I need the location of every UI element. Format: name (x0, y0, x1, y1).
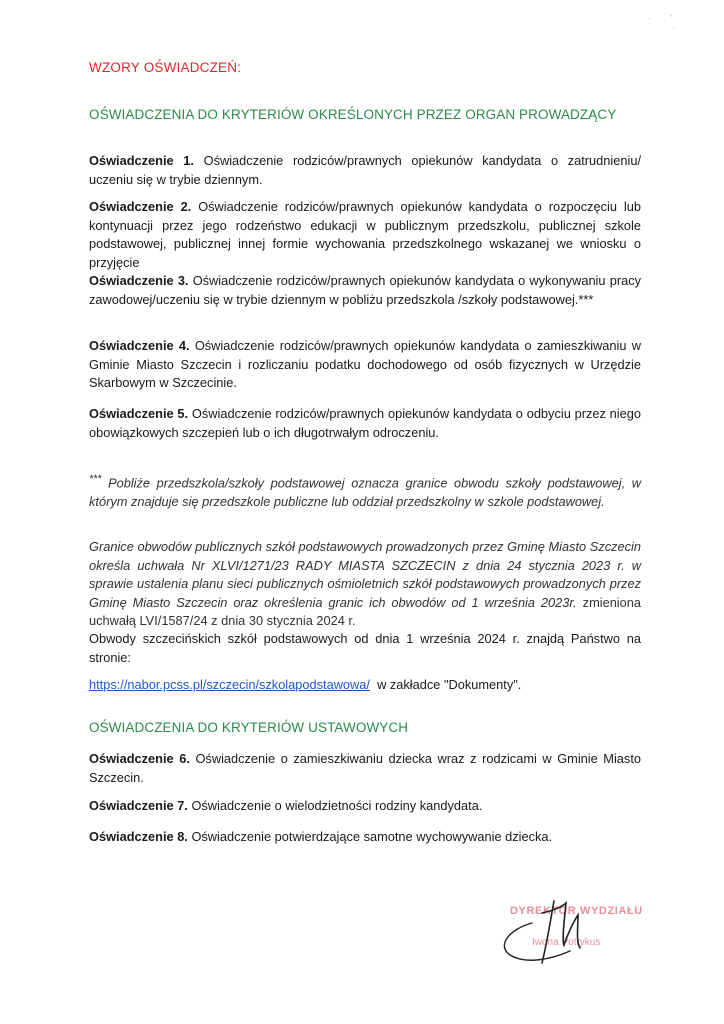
statement-8 (89, 828, 641, 847)
statement-6 (89, 750, 641, 787)
statement-6-label: Oświadczenie 6. (89, 751, 190, 766)
footnote-marker: *** (89, 473, 102, 485)
statement-3 (89, 272, 641, 309)
main-heading: WZORY OŚWIADCZEŃ: (89, 60, 242, 75)
statement-8-label: Oświadczenie 8. (89, 829, 188, 844)
statement-1-label: Oświadczenie 1. (89, 153, 194, 168)
statement-5-text: Oświadczenie rodziców/prawnych opiekunów kandydata o odbyciu przez niego obowiązkowych szczepień lub o ich długotrwałym odroczeniu. (89, 406, 641, 440)
statement-2-text: Oświadczenie rodziców/prawnych opiekunów kandydata o rozpoczęciu lub kontynuacji przez jego rodzeństwo edukacji w publicznym przedszkolu, publicznej szkole podstawowej, publicznej innej formie wychowania przedszkolnego wskazanej we wniosku o przyjęcie (89, 199, 641, 270)
statement-1 (89, 152, 641, 189)
section-2-title: OŚWIADCZENIA DO KRYTERIÓW USTAWOWYCH (89, 720, 409, 735)
boundaries-note-text: Granice obwodów publicznych szkół podstawowych prowadzonych przez Gminę Miasto Szczecin określa uchwała Nr XLVI/1271/23 RADY MIASTA SZCZECIN z dnia 24 stycznia 2023 r. w sprawie ustalenia planu sieci publicznych ośmioletnich szkół podstawowych prowadzonych przez Gminę Miasto Szczecin oraz określenia granic ich obwodów od 1 września 2023r. (89, 539, 641, 610)
statement-4-text: Oświadczenie rodziców/prawnych opiekunów kandydata o zamieszkiwaniu w Gminie Miasto Szczecin i rozliczaniu podatku dochodowego od osób fizycznych w Urzędzie Skarbowym w Szczecinie. (89, 338, 641, 391)
statement-6-text: Oświadczenie o zamieszkiwaniu dziecka wraz z rodzicami w Gminie Miasto Szczecin. (89, 751, 641, 785)
statement-3-label: Oświadczenie 3. (89, 273, 189, 288)
signature-icon (492, 893, 652, 973)
districts-link-suffix: w zakładce "Dokumenty". (377, 677, 522, 692)
statement-2-label: Oświadczenie 2. (89, 199, 192, 214)
districts-link[interactable]: https://nabor.pcss.pl/szczecin/szkolapodstawowa/ (89, 677, 370, 692)
scan-specks: · ' · (648, 14, 676, 32)
statement-7-label: Oświadczenie 7. (89, 798, 188, 813)
footnote-text: Pobliże przedszkola/szkoły podstawowej oznacza granice obwodu szkoły podstawowej, w którym znajduje się przedszkole publiczne lub oddział przedszkolny w szkole podstawowej. (89, 475, 641, 509)
director-stamp (492, 893, 652, 973)
statement-5 (89, 405, 641, 442)
footnote (89, 470, 641, 511)
stamp-name: Iwona Potrykus (532, 937, 601, 948)
statement-5-label: Oświadczenie 5. (89, 406, 189, 421)
statement-1-text: Oświadczenie rodziców/prawnych opiekunów kandydata o zatrudnieniu/ uczeniu się w trybie dziennym. (89, 153, 641, 187)
statement-8-text: Oświadczenie potwierdzające samotne wychowywanie dziecka. (191, 829, 553, 844)
statement-4 (89, 337, 641, 393)
stamp-title: DYREKTOR WYDZIAŁU (510, 905, 643, 917)
statement-3-text: Oświadczenie rodziców/prawnych opiekunów kandydata o wykonywaniu pracy zawodowej/uczeniu się w trybie dziennym w pobliżu przedszkola /szkoły podstawowej.*** (89, 273, 641, 307)
boundaries-note (89, 538, 641, 631)
districts-text: Obwody szczecińskich szkół podstawowych od dnia 1 września 2024 r. znajdą Państwo na stronie: (89, 631, 641, 665)
districts-link-line (89, 676, 641, 695)
statement-7-text: Oświadczenie o wielodzietności rodziny kandydata. (191, 798, 483, 813)
statement-2 (89, 198, 641, 272)
statement-7 (89, 797, 641, 816)
boundaries-note-tail: zmieniona uchwałą LVI/1587/24 z dnia 30 stycznia 2024 r. (89, 594, 642, 629)
statement-4-label: Oświadczenie 4. (89, 338, 190, 353)
section-1-title: OŚWIADCZENIA DO KRYTERIÓW OKREŚLONYCH PRZEZ ORGAN PROWADZĄCY (89, 107, 617, 122)
